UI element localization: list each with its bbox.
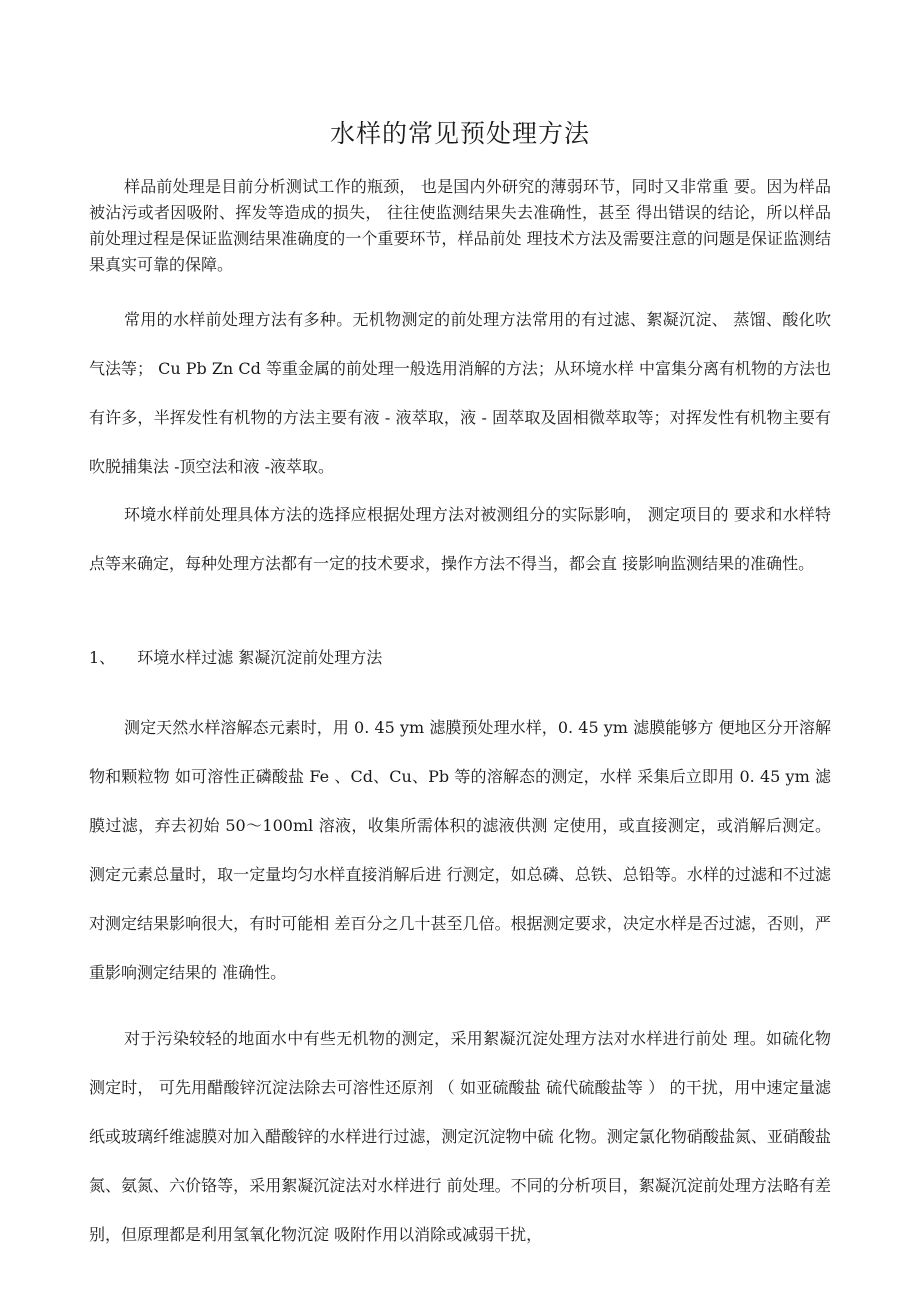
paragraph-flocculation: 对于污染较轻的地面水中有些无机物的测定，采用絮凝沉淀处理方法对水样进行前处 理。如硫化物测定时， 可先用醋酸锌沉淀法除去可溶性还原剂 （ 如亚硫酸盐 硫代硫酸盐等 ） 的干扰，用中速定量滤纸或玻璃纤维滤膜对加入醋酸锌的水样进行过滤，测定沉淀物中硫 化物。测定氯化物硝酸盐氮、亚硝酸盐氮、氨氮、六价铬等，采用絮凝沉淀法对水样进行 前处理。不同的分析项目，絮凝沉淀前处理方法略有差别，但原理都是利用氢氧化物沉淀 吸附作用以消除或减弱干扰， (89, 1029, 831, 1244)
section-number: 1、 (89, 648, 116, 667)
section-heading-text: 环境水样过滤 絮凝沉淀前处理方法 (137, 648, 383, 667)
section-heading-1 (89, 643, 382, 673)
paragraph-common-methods: 常用的水样前处理方法有多种。无机物测定的前处理方法常用的有过滤、絮凝沉淀、 蒸馏、酸化吹气法等； Cu Pb Zn Cd 等重金属的前处理一般选用消解的方法；从环境水样 中富集分离有机物的方法也有许多，半挥发性有机物的方法主要有液 - 液萃取，液 - 固萃取及固相微萃取等；对挥发性有机物主要有吹脱捕集法 -顶空法和液 -液萃取。 (89, 310, 831, 476)
page-title: 水样的常见预处理方法 (329, 119, 590, 148)
paragraph-method-selection: 环境水样前处理具体方法的选择应根据处理方法对被测组分的实际影响， 测定项目的 要求和水样特点等来确定，每种处理方法都有一定的技术要求，操作方法不得当，都会直 接影响监测结果的准确性。 (89, 505, 831, 573)
paragraph-filtration: 测定天然水样溶解态元素时，用 0. 45 ym 滤膜预处理水样，0. 45 ym 滤膜能够方 便地区分开溶解物和颗粒物 如可溶性正磷酸盐 Fe 、Cd、Cu、Pb 等的溶解态的测定，水样 采集后立即用 0. 45 ym 滤膜过滤，弃去初始 50～100ml 溶液，收集所需体积的滤液供测 定使用，或直接测定，或消解后测定。测定元素总量时，取一定量均匀水样直接消解后进 行测定，如总磷、总铁、总铅等。水样的过滤和不过滤对测定结果影响很大，有时可能相 差百分之几十甚至几倍。根据测定要求，决定水样是否过滤，否则，严重影响测定结果的 准确性。 (89, 718, 831, 982)
paragraph-intro: 样品前处理是目前分析测试工作的瓶颈， 也是国内外研究的薄弱环节，同时又非常重 要。因为样品被沾污或者因吸附、挥发等造成的损失， 往往使监测结果失去准确性，甚至 得出错误的结论，所以样品前处理过程是保证监测结果准确度的一个重要环节，样品前处 理技术方法及需要注意的问题是保证监测结果真实可靠的保障。 (89, 177, 831, 274)
